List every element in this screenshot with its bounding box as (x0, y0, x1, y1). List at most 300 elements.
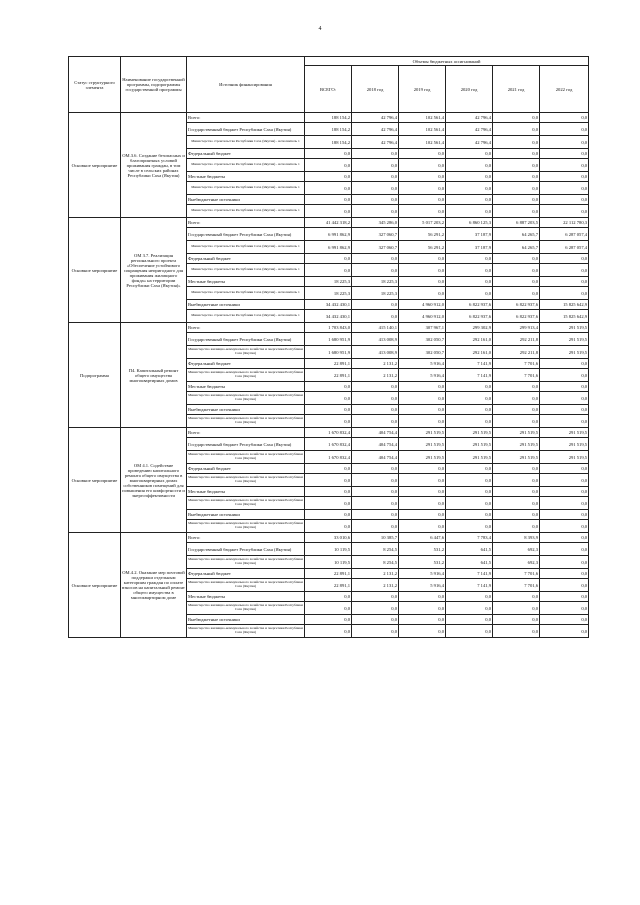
total-value: 0,0 (305, 510, 352, 520)
year-value: 8 254,5 (352, 556, 399, 569)
total-value: 22 891,1 (305, 579, 352, 592)
table-row (69, 113, 589, 123)
year-value: 291 519,5 (540, 428, 589, 438)
total-value: 22 891,1 (305, 359, 352, 369)
executor-label: Министерство строительства Республики Саха (Якутия) - исполнитель 1 (187, 182, 305, 195)
total-value: 6 991 862,9 (305, 241, 352, 254)
total-value: 0,0 (305, 415, 352, 428)
year-value: 42 796,4 (446, 136, 493, 149)
header-year: 2018 год (352, 66, 399, 113)
total-value: 10 119,5 (305, 543, 352, 556)
year-value: 0,0 (493, 615, 540, 625)
year-value: 0,0 (446, 520, 493, 533)
year-value: 6 822 937,6 (446, 310, 493, 323)
executor-label: Министерство строительства Республики Саха (Якутия) - исполнитель 1 (187, 287, 305, 300)
total-value: 1 670 832,4 (305, 428, 352, 438)
program-name: ОМ 3.7. Реализация регионального проекта «Обеспечение устойчивого сокращения непригодного для проживания жилищного фонда» на территории Республики Саха (Якутия)» (121, 218, 187, 323)
executor-label: Министерство строительства Республики Саха (Якутия) - исполнитель 1 (187, 241, 305, 254)
year-value: 0,0 (352, 159, 399, 172)
year-value: 0,0 (446, 172, 493, 182)
year-value: 42 796,4 (352, 123, 399, 136)
year-value: 0,0 (352, 205, 399, 218)
year-value: 0,0 (446, 195, 493, 205)
year-value: 10 385,7 (352, 533, 399, 543)
budget-table (68, 56, 589, 638)
funding-source: Всего: (187, 533, 305, 543)
year-value: 0,0 (352, 464, 399, 474)
year-value: 0,0 (399, 287, 446, 300)
year-value: 0,0 (540, 113, 589, 123)
year-value: 0,0 (446, 625, 493, 638)
funding-source: Всего: (187, 323, 305, 333)
funding-source: Государственный бюджет Республики Саха (Якутия) (187, 333, 305, 346)
year-value: 0,0 (399, 392, 446, 405)
year-value: 0,0 (399, 592, 446, 602)
program-name: ОМ.3.6. Создание безопасных и благоприятных условий проживания граждан, в том числе в сельских районах Республики Саха (Якутия) (121, 113, 187, 218)
total-value: 0,0 (305, 159, 352, 172)
year-value: 2 131,2 (352, 359, 399, 369)
year-value: 0,0 (352, 602, 399, 615)
year-value: 0,0 (493, 123, 540, 136)
year-value: 0,0 (446, 182, 493, 195)
total-value: 41 442 318,2 (305, 218, 352, 228)
year-value: 0,0 (352, 254, 399, 264)
year-value: 291 519,5 (446, 428, 493, 438)
funding-source: Всего: (187, 113, 305, 123)
executor-label: Министерство жилищно-коммунального хозяйства и энергетики Республики Саха (Якутия) (187, 556, 305, 569)
year-value: 2 131,2 (352, 569, 399, 579)
executor-label: Министерство жилищно-коммунального хозяйства и энергетики Республики Саха (Якутия) (187, 602, 305, 615)
total-value: 0,0 (305, 254, 352, 264)
year-value: 2 131,2 (352, 579, 399, 592)
year-value: 0,0 (352, 195, 399, 205)
total-value: 18 225,3 (305, 277, 352, 287)
year-value: 5 916,4 (399, 369, 446, 382)
year-value: 0,0 (540, 543, 589, 556)
total-value: 1 680 951,9 (305, 346, 352, 359)
executor-label: Министерство строительства Республики Саха (Якутия) - исполнитель 1 (187, 136, 305, 149)
header-year: 2019 год (399, 66, 446, 113)
year-value: 291 519,5 (540, 438, 589, 451)
year-value: 0,0 (352, 592, 399, 602)
year-value: 0,0 (493, 464, 540, 474)
year-value: 291 519,5 (446, 451, 493, 464)
year-value: 0,0 (540, 520, 589, 533)
executor-label: Министерство жилищно-коммунального хозяйства и энергетики Республики Саха (Якутия) (187, 451, 305, 464)
executor-label: Министерство жилищно-коммунального хозяйства и энергетики Республики Саха (Якутия) (187, 346, 305, 359)
year-value: 0,0 (399, 415, 446, 428)
year-value: 0,0 (446, 487, 493, 497)
funding-source: Всего: (187, 218, 305, 228)
year-value: 42 796,4 (446, 123, 493, 136)
funding-source: Государственный бюджет Республики Саха (Якутия) (187, 123, 305, 136)
year-value: 0,0 (399, 205, 446, 218)
year-value: 641,5 (446, 543, 493, 556)
total-value: 0,0 (305, 264, 352, 277)
year-value: 7 701,6 (493, 569, 540, 579)
year-value: 0,0 (540, 159, 589, 172)
year-value: 42 796,4 (446, 113, 493, 123)
year-value: 0,0 (446, 510, 493, 520)
year-value: 0,0 (446, 405, 493, 415)
year-value: 0,0 (493, 392, 540, 405)
year-value: 0,0 (493, 172, 540, 182)
year-value: 0,0 (446, 277, 493, 287)
year-value: 0,0 (540, 579, 589, 592)
year-value: 0,0 (540, 182, 589, 195)
year-value: 307 967,1 (399, 323, 446, 333)
total-value: 10 119,5 (305, 556, 352, 569)
executor-label: Министерство строительства Республики Саха (Якутия) - исполнитель 1 (187, 205, 305, 218)
year-value: 0,0 (540, 415, 589, 428)
year-value: 0,0 (399, 615, 446, 625)
year-value: 0,0 (540, 569, 589, 579)
year-value: 0,0 (540, 497, 589, 510)
total-value: 0,0 (305, 625, 352, 638)
year-value: 0,0 (399, 172, 446, 182)
year-value: 299 302,9 (446, 323, 493, 333)
year-value: 22 112 780,3 (540, 218, 589, 228)
funding-source: Федеральный бюджет (187, 149, 305, 159)
year-value: 327 060,7 (352, 241, 399, 254)
year-value: 0,0 (352, 300, 399, 310)
year-value: 0,0 (446, 592, 493, 602)
funding-source: Федеральный бюджет (187, 464, 305, 474)
year-value: 37 187,9 (446, 228, 493, 241)
year-value: 0,0 (540, 487, 589, 497)
year-value: 0,0 (540, 602, 589, 615)
year-value: 2 131,2 (352, 369, 399, 382)
year-value: 291 519,5 (493, 428, 540, 438)
page-number: 4 (318, 26, 322, 32)
funding-source: Внебюджетные источники (187, 195, 305, 205)
year-value: 0,0 (399, 159, 446, 172)
table-row (69, 428, 589, 438)
total-value: 22 891,1 (305, 369, 352, 382)
year-value: 0,0 (493, 182, 540, 195)
year-value: 0,0 (352, 625, 399, 638)
executor-label: Министерство жилищно-коммунального хозяйства и энергетики Республики Саха (Якутия) (187, 369, 305, 382)
year-value: 7 701,6 (493, 369, 540, 382)
year-value: 7 141,9 (446, 569, 493, 579)
year-value: 0,0 (399, 602, 446, 615)
funding-source: Государственный бюджет Республики Саха (Якутия) (187, 543, 305, 556)
year-value: 292 211,8 (493, 346, 540, 359)
year-value: 56 291,2 (399, 241, 446, 254)
funding-source: Федеральный бюджет (187, 254, 305, 264)
year-value: 302 050,7 (399, 346, 446, 359)
year-value: 404 754,4 (352, 438, 399, 451)
year-value: 0,0 (540, 392, 589, 405)
year-value: 299 913,4 (493, 323, 540, 333)
year-value: 0,0 (493, 254, 540, 264)
year-value: 291 519,5 (399, 451, 446, 464)
total-value: 0,0 (305, 205, 352, 218)
year-value: 5 916,4 (399, 569, 446, 579)
year-value: 0,0 (446, 474, 493, 487)
year-value: 8 393,9 (493, 533, 540, 543)
year-value: 0,0 (399, 464, 446, 474)
year-value: 292 211,8 (493, 333, 540, 346)
year-value: 0,0 (399, 149, 446, 159)
header-total: ВСЕГО: (305, 66, 352, 113)
year-value: 6 287 057,4 (540, 228, 589, 241)
year-value: 345 286,0 (352, 218, 399, 228)
year-value: 641,5 (446, 556, 493, 569)
year-value: 0,0 (399, 405, 446, 415)
total-value: 0,0 (305, 172, 352, 182)
year-value: 5 916,4 (399, 359, 446, 369)
header-source: Источник финансирования (187, 57, 305, 113)
total-value: 0,0 (305, 392, 352, 405)
year-value: 291 519,5 (399, 428, 446, 438)
year-value: 415 140,1 (352, 323, 399, 333)
year-value: 7 141,9 (446, 579, 493, 592)
year-value: 0,0 (493, 287, 540, 300)
year-value: 6 822 937,6 (493, 310, 540, 323)
year-value: 0,0 (399, 277, 446, 287)
total-value: 0,0 (305, 474, 352, 487)
year-value: 0,0 (540, 254, 589, 264)
total-value: 0,0 (305, 487, 352, 497)
year-value: 0,0 (493, 405, 540, 415)
total-value: 188 154,2 (305, 113, 352, 123)
header-status: Статус структурного элемента (69, 57, 121, 113)
year-value: 0,0 (446, 287, 493, 300)
header-year: 2022 год (540, 66, 589, 113)
executor-label: Министерство жилищно-коммунального хозяйства и энергетики Республики Саха (Якутия) (187, 520, 305, 533)
year-value: 0,0 (493, 159, 540, 172)
year-value: 4 960 912,0 (399, 300, 446, 310)
year-value: 0,0 (352, 615, 399, 625)
year-value: 0,0 (352, 405, 399, 415)
year-value: 37 187,9 (446, 241, 493, 254)
year-value: 292 161,0 (446, 346, 493, 359)
funding-source: Федеральный бюджет (187, 569, 305, 579)
year-value: 291 519,5 (493, 438, 540, 451)
year-value: 0,0 (540, 405, 589, 415)
year-value: 0,0 (352, 392, 399, 405)
year-value: 0,0 (352, 474, 399, 487)
program-name: ОМ 4.1. Содействие проведению капитального ремонта общего имущества в многоквартирных домах собственников помещений для повышения его комфортности и энергоэффективности (121, 428, 187, 533)
year-value: 0,0 (446, 415, 493, 428)
year-value: 7 141,9 (446, 359, 493, 369)
year-value: 7 701,6 (493, 579, 540, 592)
year-value: 0,0 (446, 392, 493, 405)
program-name: ОМ.4.2. Оказание мер почтовой поддержки отдельным категориям граждан по оплате взносов на капитальный ремонт общего имущества в многоквартирном доме (121, 533, 187, 638)
year-value: 4 960 912,0 (399, 310, 446, 323)
year-value: 18 225,3 (352, 277, 399, 287)
year-value: 0,0 (493, 136, 540, 149)
total-value: 18 225,3 (305, 287, 352, 300)
year-value: 0,0 (352, 487, 399, 497)
year-value: 0,0 (493, 382, 540, 392)
year-value: 0,0 (540, 287, 589, 300)
year-value: 0,0 (446, 464, 493, 474)
year-value: 327 060,7 (352, 228, 399, 241)
year-value: 0,0 (540, 474, 589, 487)
year-value: 692,3 (493, 556, 540, 569)
year-value: 0,0 (446, 602, 493, 615)
year-value: 0,0 (352, 172, 399, 182)
year-value: 0,0 (540, 510, 589, 520)
year-value: 0,0 (540, 205, 589, 218)
year-value: 291 519,5 (540, 323, 589, 333)
year-value: 56 291,2 (399, 228, 446, 241)
year-value: 64 265,7 (493, 228, 540, 241)
total-value: 188 154,2 (305, 123, 352, 136)
funding-source: Внебюджетные источники (187, 300, 305, 310)
year-value: 0,0 (540, 264, 589, 277)
funding-source: Местные бюджеты (187, 382, 305, 392)
header-volumes: Объемы бюджетных ассигнований (305, 57, 589, 66)
total-value: 22 891,1 (305, 569, 352, 579)
executor-label: Министерство жилищно-коммунального хозяйства и энергетики Республики Саха (Якутия) (187, 625, 305, 638)
year-value: 531,2 (399, 543, 446, 556)
year-value: 0,0 (399, 520, 446, 533)
year-value: 413 008,9 (352, 346, 399, 359)
year-value: 15 825 642,9 (540, 310, 589, 323)
year-value: 0,0 (352, 310, 399, 323)
year-value: 0,0 (352, 149, 399, 159)
year-value: 0,0 (493, 625, 540, 638)
year-value: 0,0 (540, 136, 589, 149)
year-value: 0,0 (352, 415, 399, 428)
funding-source: Местные бюджеты (187, 592, 305, 602)
total-value: 6 991 862,9 (305, 228, 352, 241)
year-value: 0,0 (399, 264, 446, 277)
program-name: П4. Капитальный ремонт общего имущества многоквартирных домов (121, 323, 187, 428)
executor-label: Министерство жилищно-коммунального хозяйства и энергетики Республики Саха (Якутия) (187, 497, 305, 510)
total-value: 34 432 430,1 (305, 300, 352, 310)
year-value: 0,0 (399, 254, 446, 264)
element-status: Подпрограмма (69, 323, 121, 428)
year-value: 0,0 (352, 510, 399, 520)
year-value: 0,0 (540, 382, 589, 392)
year-value: 0,0 (493, 497, 540, 510)
year-value: 8 254,5 (352, 543, 399, 556)
year-value: 0,0 (493, 277, 540, 287)
total-value: 0,0 (305, 615, 352, 625)
year-value: 0,0 (540, 533, 589, 543)
year-value: 0,0 (399, 497, 446, 510)
total-value: 1 680 951,9 (305, 333, 352, 346)
year-value: 0,0 (399, 474, 446, 487)
year-value: 0,0 (540, 556, 589, 569)
year-value: 0,0 (493, 415, 540, 428)
total-value: 0,0 (305, 405, 352, 415)
year-value: 0,0 (540, 123, 589, 136)
year-value: 7 783,4 (446, 533, 493, 543)
year-value: 0,0 (493, 510, 540, 520)
total-value: 188 154,2 (305, 136, 352, 149)
year-value: 0,0 (540, 172, 589, 182)
table-row (69, 218, 589, 228)
executor-label: Министерство строительства Республики Саха (Якутия) - исполнитель 1 (187, 159, 305, 172)
year-value: 413 008,9 (352, 333, 399, 346)
year-value: 42 796,4 (352, 136, 399, 149)
element-status: Основное мероприятие (69, 533, 121, 638)
year-value: 0,0 (540, 359, 589, 369)
table-body (69, 113, 589, 638)
year-value: 692,3 (493, 543, 540, 556)
year-value: 0,0 (446, 264, 493, 277)
total-value: 0,0 (305, 497, 352, 510)
total-value: 0,0 (305, 520, 352, 533)
year-value: 0,0 (540, 464, 589, 474)
year-value: 0,0 (446, 149, 493, 159)
year-value: 5 017 203,2 (399, 218, 446, 228)
year-value: 0,0 (446, 382, 493, 392)
year-value: 404 754,4 (352, 451, 399, 464)
year-value: 0,0 (493, 520, 540, 533)
year-value: 291 519,5 (446, 438, 493, 451)
year-value: 0,0 (540, 592, 589, 602)
year-value: 0,0 (493, 113, 540, 123)
year-value: 0,0 (399, 487, 446, 497)
year-value: 0,0 (399, 195, 446, 205)
funding-source: Всего: (187, 428, 305, 438)
year-value: 0,0 (493, 474, 540, 487)
funding-source: Местные бюджеты (187, 172, 305, 182)
year-value: 0,0 (399, 182, 446, 195)
table-row (69, 323, 589, 333)
year-value: 6 887 203,5 (493, 218, 540, 228)
year-value: 292 161,0 (446, 333, 493, 346)
funding-source: Государственный бюджет Республики Саха (Якутия) (187, 228, 305, 241)
year-value: 0,0 (399, 382, 446, 392)
year-value: 0,0 (446, 254, 493, 264)
year-value: 0,0 (446, 497, 493, 510)
year-value: 0,0 (399, 625, 446, 638)
executor-label: Министерство жилищно-коммунального хозяйства и энергетики Республики Саха (Якутия) (187, 415, 305, 428)
element-status: Основное мероприятие (69, 428, 121, 533)
year-value: 0,0 (540, 369, 589, 382)
funding-source: Федеральный бюджет (187, 359, 305, 369)
total-value: 0,0 (305, 195, 352, 205)
funding-source: Внебюджетные источники (187, 405, 305, 415)
total-value: 0,0 (305, 382, 352, 392)
year-value: 0,0 (352, 520, 399, 533)
funding-source: Местные бюджеты (187, 277, 305, 287)
year-value: 0,0 (540, 615, 589, 625)
year-value: 0,0 (446, 205, 493, 218)
year-value: 0,0 (352, 264, 399, 277)
element-status: Основное мероприятие (69, 218, 121, 323)
year-value: 0,0 (399, 510, 446, 520)
header-name: Наименование государственной программы, подпрограммы государственной программы (121, 57, 187, 113)
year-value: 6 822 937,6 (446, 300, 493, 310)
year-value: 0,0 (493, 487, 540, 497)
year-value: 0,0 (446, 615, 493, 625)
year-value: 102 561,4 (399, 113, 446, 123)
year-value: 531,2 (399, 556, 446, 569)
total-value: 0,0 (305, 149, 352, 159)
year-value: 291 519,5 (399, 438, 446, 451)
year-value: 7 701,6 (493, 359, 540, 369)
total-value: 0,0 (305, 602, 352, 615)
total-value: 1 703 843,0 (305, 323, 352, 333)
year-value: 0,0 (352, 382, 399, 392)
year-value: 42 796,4 (352, 113, 399, 123)
total-value: 0,0 (305, 592, 352, 602)
year-value: 291 519,5 (493, 451, 540, 464)
year-value: 0,0 (540, 625, 589, 638)
year-value: 0,0 (493, 149, 540, 159)
year-value: 0,0 (540, 195, 589, 205)
year-value: 0,0 (446, 159, 493, 172)
funding-source: Внебюджетные источники (187, 510, 305, 520)
